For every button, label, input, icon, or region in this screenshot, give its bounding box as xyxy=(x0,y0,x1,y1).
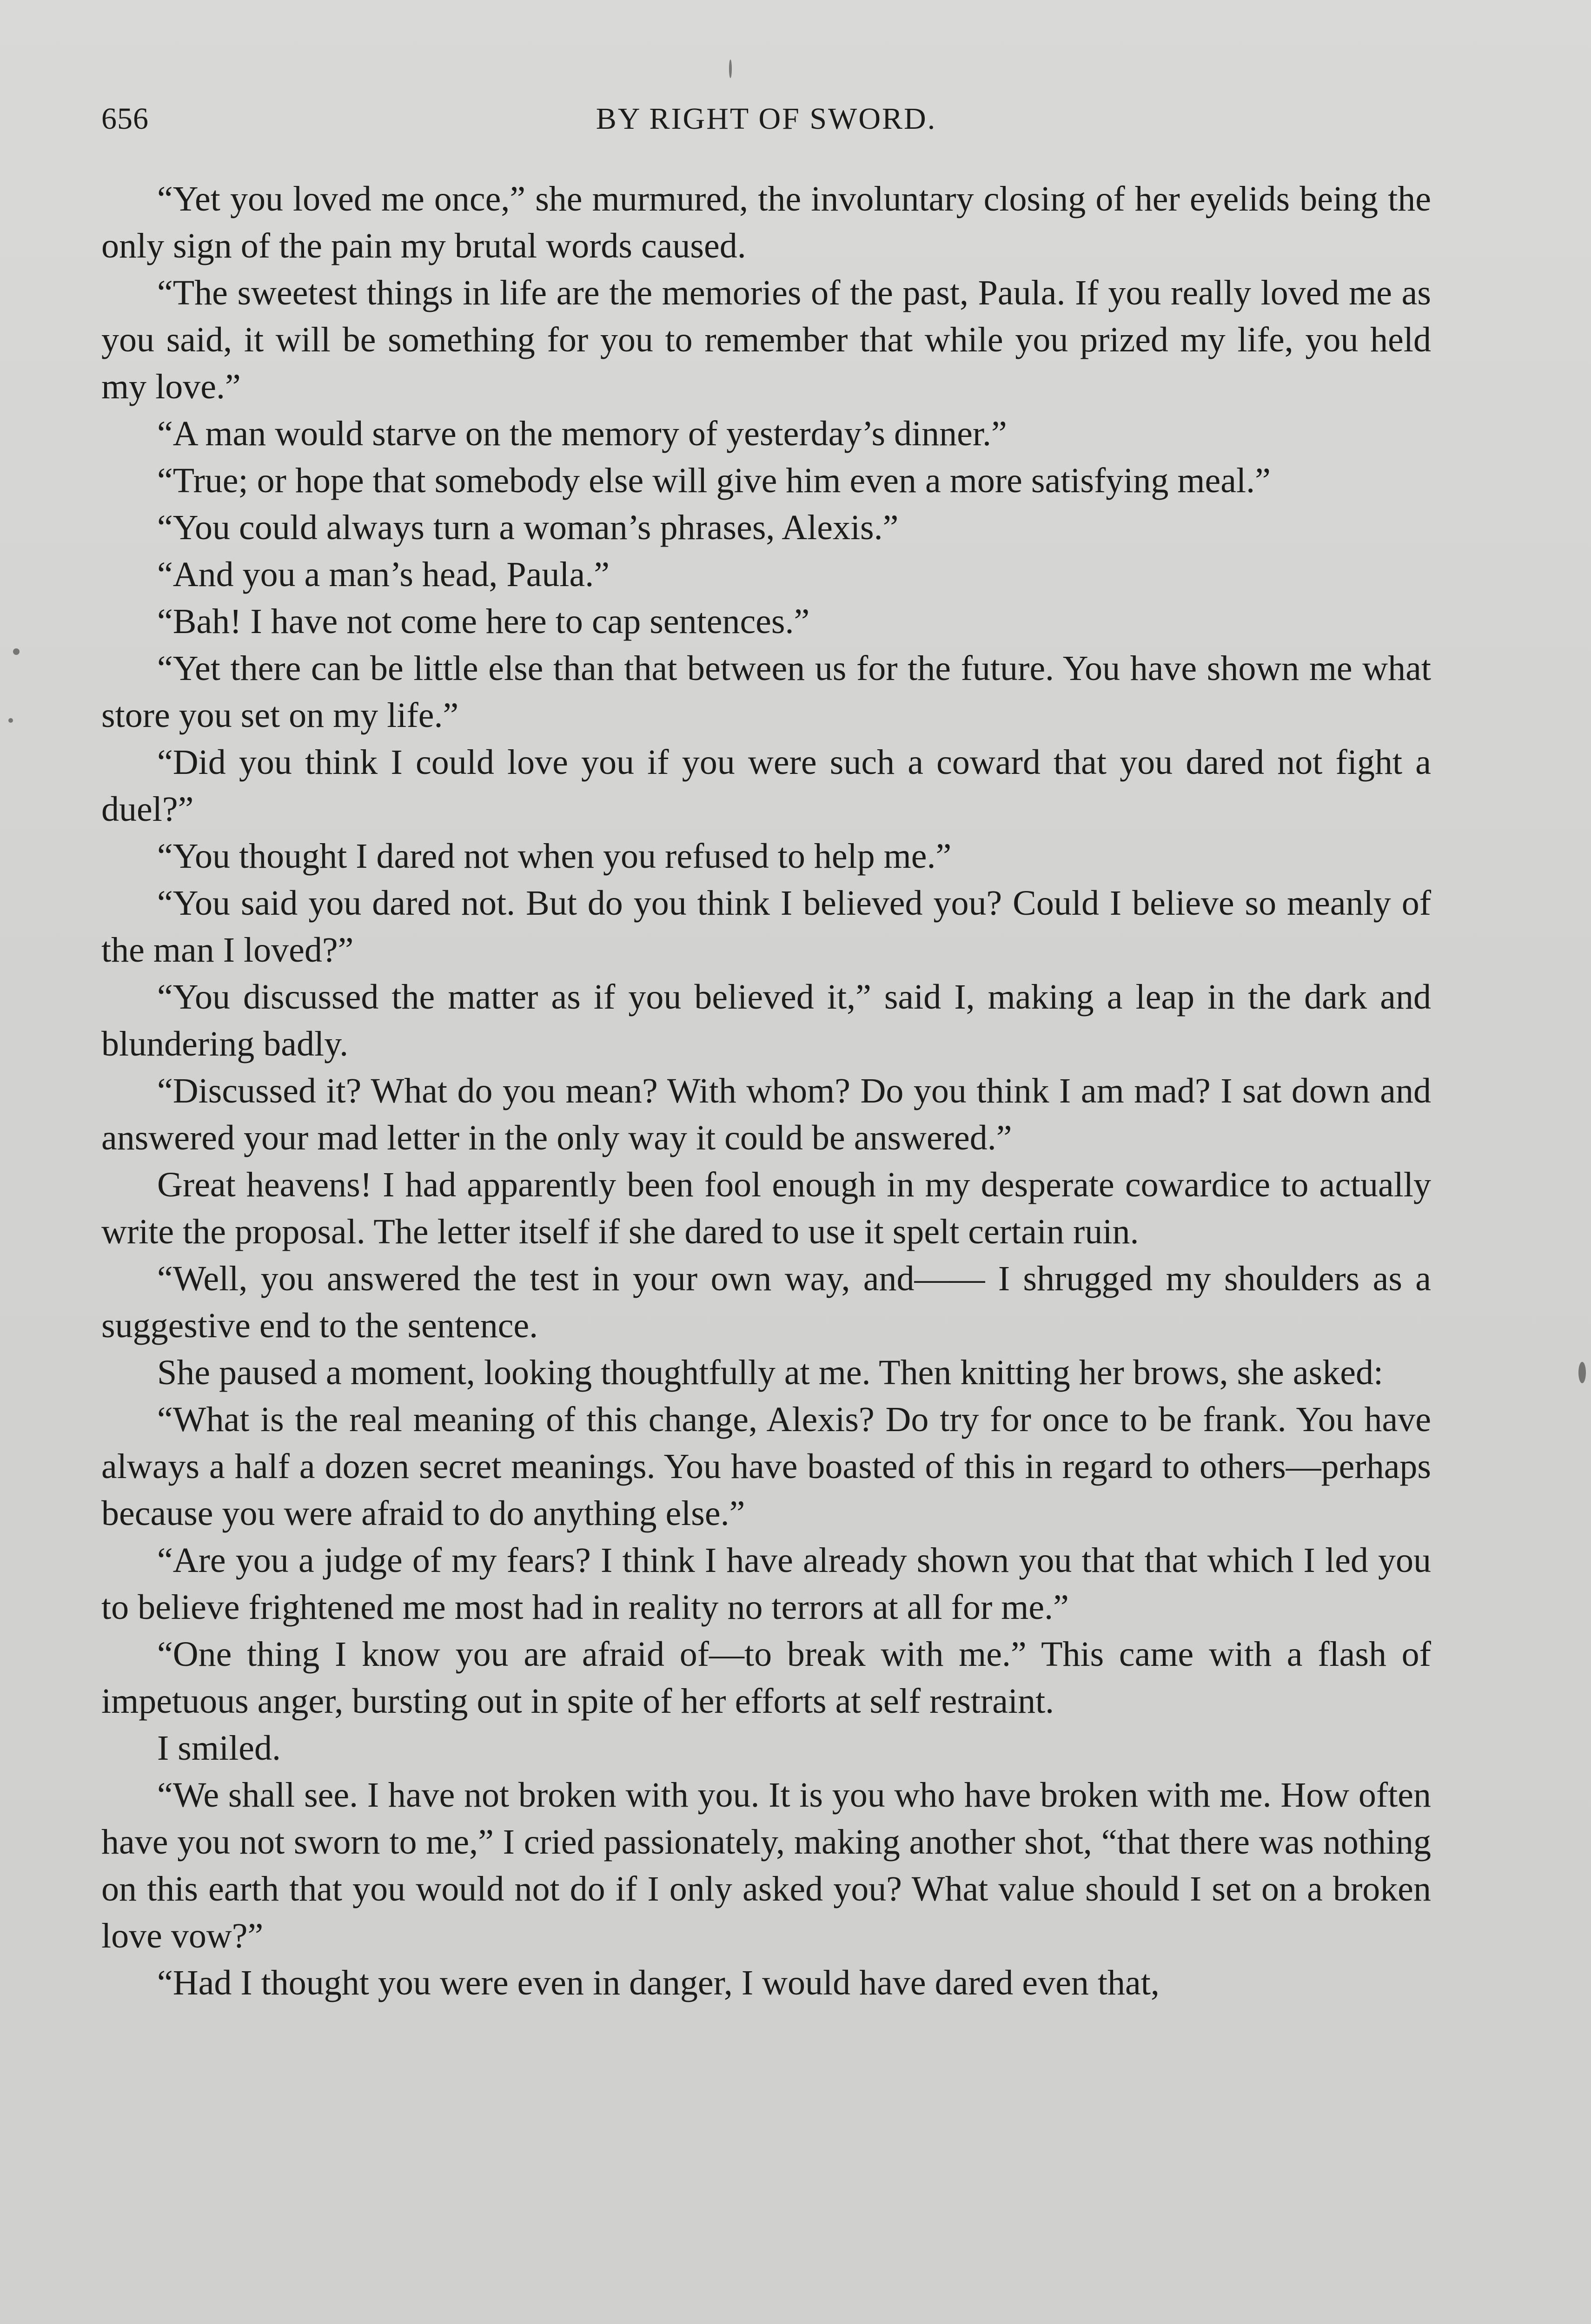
paragraph: “True; or hope that somebody else will give him even a more satisfying meal.” xyxy=(157,461,1271,500)
paragraph: “Are you a judge of my fears? I think I have already shown you that that which I led you to believe frightened me most had in reality no terrors at all for me.” xyxy=(101,1541,1431,1627)
paragraph: “You could always turn a woman’s phrases, Alexis.” xyxy=(157,508,899,547)
body-text xyxy=(101,176,1431,2007)
paragraph: She paused a moment, looking thoughtfully at me. Then knitting her brows, she asked: xyxy=(157,1353,1384,1392)
page-number: 656 xyxy=(101,102,149,136)
paragraph: Great heavens! I had apparently been fool enough in my desperate cowardice to actually write the proposal. The letter itself if she dared to use it spelt certain ruin. xyxy=(101,1165,1431,1251)
paragraph: “You discussed the matter as if you believed it,” said I, making a leap in the dark and blundering badly. xyxy=(101,977,1431,1063)
paper-speck xyxy=(8,718,13,723)
paragraph: I smiled. xyxy=(157,1729,281,1768)
paper-speck xyxy=(1578,1362,1586,1383)
paragraph: “We shall see. I have not broken with you. It is you who have broken with me. How often have you not sworn to me,” I cried passionately, making another shot, “that there was nothing on this earth that you would not do if I only asked you? What value should I set on a broken love vow?” xyxy=(101,1776,1431,1955)
paragraph: “You said you dared not. But do you think I believed you? Could I believe so meanly of the man I loved?” xyxy=(101,884,1431,970)
paragraph: “Discussed it? What do you mean? With whom? Do you think I am mad? I sat down and answered your mad letter in the only way it could be answered.” xyxy=(101,1071,1431,1157)
page-header xyxy=(101,101,1431,148)
paragraph: “Well, you answered the test in your own way, and—— I shrugged my shoulders as a suggestive end to the sentence. xyxy=(101,1259,1431,1345)
paragraph: “You thought I dared not when you refused to help me.” xyxy=(157,837,952,876)
paragraph: “Yet there can be little else than that between us for the future. You have shown me what store you set on my life.” xyxy=(101,649,1431,735)
running-title: BY RIGHT OF SWORD. xyxy=(596,102,937,136)
paragraph: “Bah! I have not come here to cap sentences.” xyxy=(157,602,810,641)
paragraph: “Did you think I could love you if you were such a coward that you dared not fight a duel?” xyxy=(101,743,1431,829)
paragraph: “What is the real meaning of this change, Alexis? Do try for once to be frank. You have always a half a dozen secret meanings. You have boasted of this in regard to others—perhaps because you were afraid to do anything else.” xyxy=(101,1400,1431,1533)
paragraph: “Yet you loved me once,” she murmured, the involuntary closing of her eyelids being the only sign of the pain my brutal words caused. xyxy=(101,179,1431,265)
paragraph: “One thing I know you are afraid of—to break with me.” This came with a flash of impetuous anger, bursting out in spite of her efforts at self restraint. xyxy=(101,1635,1431,1721)
paragraph: “The sweetest things in life are the memories of the past, Paula. If you really loved me as you said, it will be something for you to remember that while you prized my life, you held my love.” xyxy=(101,273,1431,406)
paper-speck xyxy=(13,648,20,655)
paper-speck xyxy=(729,59,732,78)
paragraph: “Had I thought you were even in danger, I would have dared even that, xyxy=(157,1963,1160,2002)
paragraph: “A man would starve on the memory of yesterday’s dinner.” xyxy=(157,414,1007,453)
paragraph: “And you a man’s head, Paula.” xyxy=(157,555,610,594)
